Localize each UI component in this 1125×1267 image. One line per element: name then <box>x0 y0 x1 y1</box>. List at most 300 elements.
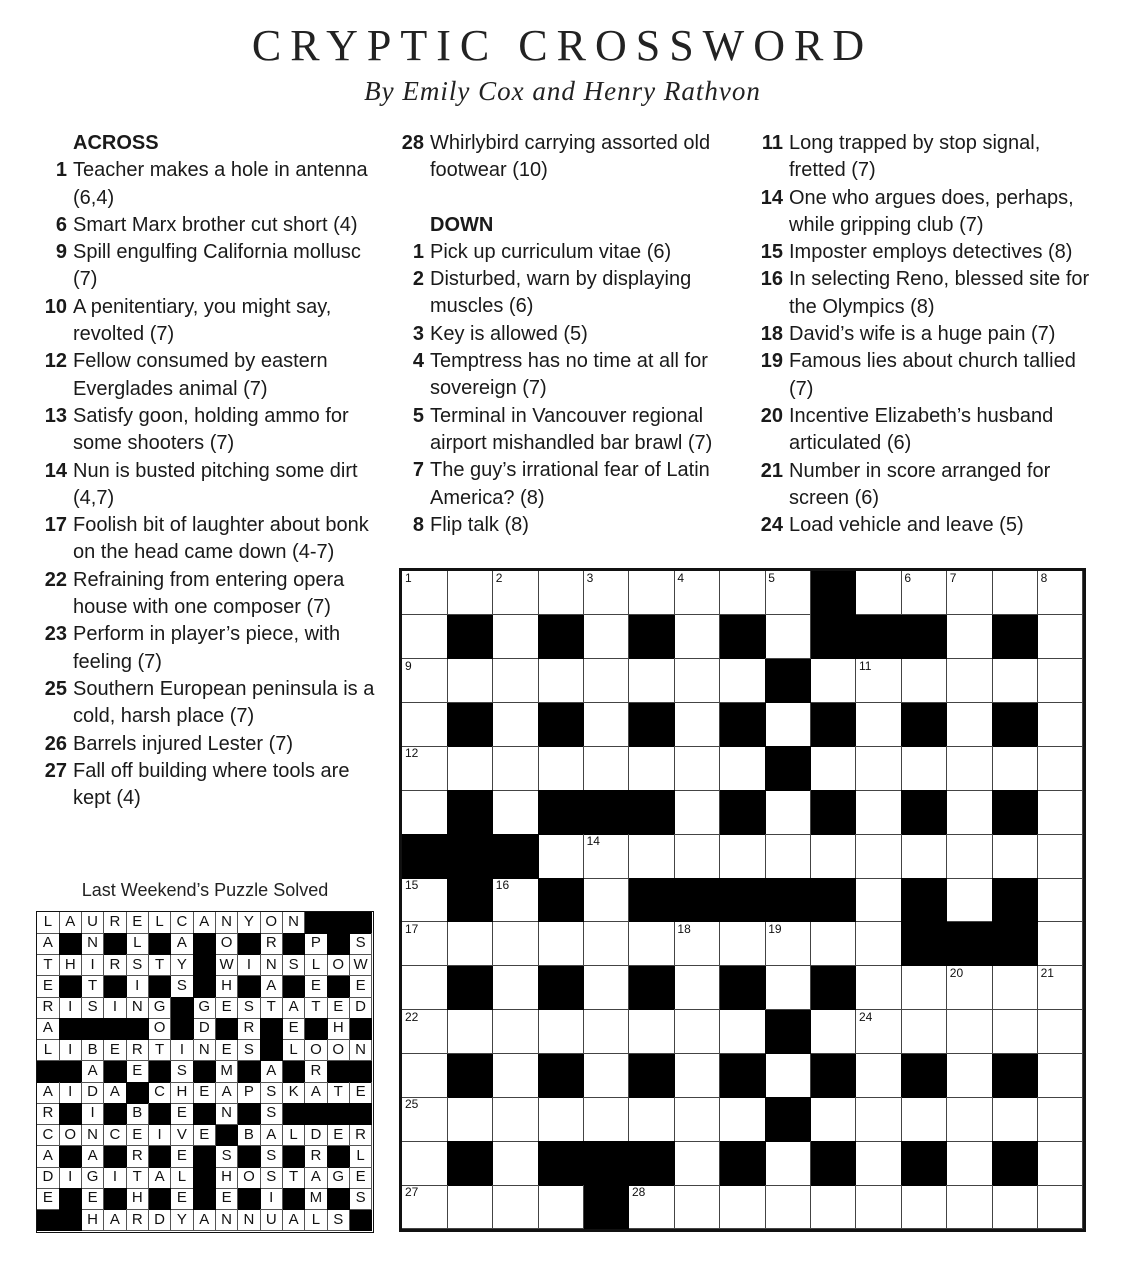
grid-cell[interactable] <box>493 659 539 703</box>
solved-letter: R <box>260 933 283 955</box>
grid-cell[interactable] <box>629 571 675 615</box>
grid-cell[interactable] <box>493 571 539 615</box>
grid-cell[interactable] <box>674 1010 720 1054</box>
grid-cell[interactable] <box>493 1054 539 1098</box>
grid-cell[interactable] <box>1038 1054 1084 1098</box>
grid-cell[interactable] <box>584 615 630 659</box>
solved-black-square <box>104 1146 127 1168</box>
solved-letter: W <box>350 955 373 977</box>
grid-cell[interactable] <box>1038 1185 1084 1229</box>
down-clue <box>750 266 1095 321</box>
grid-cell[interactable] <box>584 571 630 615</box>
grid-cell[interactable] <box>765 1185 811 1229</box>
grid-cell[interactable] <box>402 790 448 834</box>
grid-cell[interactable] <box>402 878 448 922</box>
grid-cell[interactable] <box>584 878 630 922</box>
down-clue <box>391 321 736 348</box>
grid-cell[interactable] <box>584 834 630 878</box>
grid-cell[interactable] <box>402 746 448 790</box>
solved-black-square <box>238 1103 261 1125</box>
black-square <box>629 703 675 747</box>
grid-cell[interactable] <box>493 790 539 834</box>
clue-text: A penitentiary, you might say, revolted (7) <box>73 295 332 346</box>
grid-cell[interactable] <box>992 834 1038 878</box>
grid-cell[interactable] <box>629 1185 675 1229</box>
grid-cell[interactable] <box>1038 966 1084 1010</box>
grid-cell[interactable] <box>1038 1010 1084 1054</box>
grid-cell[interactable] <box>493 1141 539 1185</box>
grid-cell[interactable] <box>538 1097 584 1141</box>
across-clue <box>34 758 379 813</box>
clue-number: 14 <box>44 459 67 482</box>
grid-cell[interactable] <box>402 1141 448 1185</box>
cell-number: 7 <box>949 571 957 585</box>
grid-cell[interactable] <box>765 922 811 966</box>
grid-cell[interactable] <box>402 571 448 615</box>
grid-cell[interactable] <box>856 790 902 834</box>
solved-letter: I <box>104 1167 127 1189</box>
grid-cell[interactable] <box>584 659 630 703</box>
grid-cell[interactable] <box>811 659 857 703</box>
grid-cell[interactable] <box>447 571 493 615</box>
solved-black-square <box>104 1103 127 1125</box>
solved-letter: O <box>59 1125 82 1147</box>
grid-cell[interactable] <box>901 659 947 703</box>
clue-text: Disturbed, warn by displaying muscles (6) <box>430 268 692 318</box>
grid-cell[interactable] <box>811 834 857 878</box>
down-heading: DOWN <box>430 213 494 236</box>
grid-cell[interactable] <box>720 746 766 790</box>
black-square <box>765 746 811 790</box>
grid-cell[interactable] <box>811 1097 857 1141</box>
grid-cell[interactable] <box>992 966 1038 1010</box>
solved-black-square <box>171 1018 194 1040</box>
grid-cell[interactable] <box>856 1054 902 1098</box>
grid-cell[interactable] <box>629 1010 675 1054</box>
clue-number: 15 <box>760 241 783 264</box>
grid-cell[interactable] <box>447 1010 493 1054</box>
grid-cell[interactable] <box>402 1185 448 1229</box>
solved-letter: A <box>37 1018 60 1040</box>
solved-letter: T <box>82 976 105 998</box>
solved-letter: G <box>82 1167 105 1189</box>
solved-black-square <box>59 1061 82 1083</box>
solved-letter: S <box>260 1146 283 1168</box>
grid-cell[interactable] <box>447 1185 493 1229</box>
grid-cell[interactable] <box>947 1054 993 1098</box>
solved-letter: I <box>260 1188 283 1210</box>
cell-number: 22 <box>405 1009 419 1024</box>
black-square <box>447 1141 493 1185</box>
clue-number: 22 <box>44 568 67 591</box>
solved-black-square <box>350 1061 373 1083</box>
solved-letter: B <box>126 1103 149 1125</box>
solved-letter: T <box>126 1167 149 1189</box>
grid-cell[interactable] <box>493 878 539 922</box>
grid-cell[interactable] <box>856 659 902 703</box>
grid-cell[interactable] <box>901 571 947 615</box>
grid-cell[interactable] <box>947 571 993 615</box>
solved-letter: A <box>260 1125 283 1147</box>
solved-letter: E <box>171 1103 194 1125</box>
clue-text: Perform in player’s piece, with feeling (7) <box>73 623 341 673</box>
grid-cell[interactable] <box>584 1054 630 1098</box>
grid-cell[interactable] <box>584 1010 630 1054</box>
grid-cell[interactable] <box>1038 1097 1084 1141</box>
grid-cell[interactable] <box>947 659 993 703</box>
solved-black-square <box>238 933 261 955</box>
grid-cell[interactable] <box>901 966 947 1010</box>
grid-cell[interactable] <box>947 1010 993 1054</box>
grid-cell[interactable] <box>811 1185 857 1229</box>
black-square <box>811 878 857 922</box>
solved-letter: C <box>149 1082 172 1104</box>
grid-cell[interactable] <box>493 1097 539 1141</box>
solved-letter: R <box>350 1125 373 1147</box>
clue-text: Imposter employs detectives (8) <box>789 241 1073 264</box>
grid-cell[interactable] <box>1038 1141 1084 1185</box>
cell-number: 15 <box>405 878 419 893</box>
grid-cell[interactable] <box>674 1097 720 1141</box>
black-square <box>901 1141 947 1185</box>
solved-letter: I <box>59 1167 82 1189</box>
down-clue <box>391 348 736 403</box>
grid-cell[interactable] <box>720 1185 766 1229</box>
grid-cell[interactable] <box>720 1010 766 1054</box>
grid-cell[interactable] <box>901 746 947 790</box>
grid-cell[interactable] <box>493 966 539 1010</box>
solved-letter: L <box>305 955 328 977</box>
clue-number: 1 <box>55 159 67 182</box>
grid-cell[interactable] <box>1038 571 1084 615</box>
across-clue <box>34 458 379 513</box>
black-square <box>992 922 1038 966</box>
grid-cell[interactable] <box>674 615 720 659</box>
grid-cell[interactable] <box>765 966 811 1010</box>
solved-letter: E <box>193 1125 216 1147</box>
grid-cell[interactable] <box>538 571 584 615</box>
grid-cell[interactable] <box>538 1185 584 1229</box>
solved-letter: A <box>193 1210 216 1232</box>
grid-cell[interactable] <box>992 571 1038 615</box>
grid-cell[interactable] <box>493 922 539 966</box>
grid-cell[interactable] <box>856 878 902 922</box>
grid-cell[interactable] <box>402 1097 448 1141</box>
grid-cell[interactable] <box>629 922 675 966</box>
grid-cell[interactable] <box>493 1010 539 1054</box>
grid-cell[interactable] <box>402 1010 448 1054</box>
grid-cell[interactable] <box>402 922 448 966</box>
clue-text: David’s wife is a huge pain (7) <box>789 323 1056 346</box>
grid-cell[interactable] <box>856 746 902 790</box>
solved-letter: E <box>82 1188 105 1210</box>
grid-cell[interactable] <box>992 1185 1038 1229</box>
grid-cell[interactable] <box>856 1010 902 1054</box>
grid-cell[interactable] <box>674 746 720 790</box>
grid-cell[interactable] <box>674 659 720 703</box>
grid-cell[interactable] <box>402 615 448 659</box>
grid-cell[interactable] <box>992 1097 1038 1141</box>
grid-cell[interactable] <box>1038 878 1084 922</box>
black-square <box>765 1097 811 1141</box>
grid-cell[interactable] <box>402 1054 448 1098</box>
grid-cell[interactable] <box>1038 922 1084 966</box>
grid-cell[interactable] <box>947 790 993 834</box>
grid-cell[interactable] <box>947 1097 993 1141</box>
grid-cell[interactable] <box>720 571 766 615</box>
solved-letter: A <box>37 933 60 955</box>
grid-cell[interactable] <box>856 966 902 1010</box>
solved-letter: S <box>238 1040 261 1062</box>
clue-text: Teacher makes a hole in antenna (6,4) <box>73 159 368 209</box>
grid-cell[interactable] <box>674 1185 720 1229</box>
grid-cell[interactable] <box>629 834 675 878</box>
solved-letter: D <box>149 1210 172 1232</box>
solved-letter: N <box>283 912 306 934</box>
grid-cell[interactable] <box>720 1097 766 1141</box>
grid-cell[interactable] <box>720 834 766 878</box>
black-square <box>901 790 947 834</box>
grid-cell[interactable] <box>992 659 1038 703</box>
grid-cell[interactable] <box>811 1010 857 1054</box>
solved-letter: S <box>283 955 306 977</box>
grid-cell[interactable] <box>765 834 811 878</box>
black-square <box>584 1141 630 1185</box>
grid-cell[interactable] <box>856 1141 902 1185</box>
solved-letter: E <box>216 1188 239 1210</box>
grid-cell[interactable] <box>538 659 584 703</box>
grid-cell[interactable] <box>856 922 902 966</box>
grid-cell[interactable] <box>584 703 630 747</box>
solved-black-square <box>238 1188 261 1210</box>
solved-letter: L <box>171 1167 194 1189</box>
solved-black-square <box>193 1146 216 1168</box>
grid-cell[interactable] <box>674 1141 720 1185</box>
grid-cell[interactable] <box>538 746 584 790</box>
grid-cell[interactable] <box>538 922 584 966</box>
solved-letter: A <box>82 1061 105 1083</box>
across-heading: ACROSS <box>73 132 159 154</box>
grid-cell[interactable] <box>402 966 448 1010</box>
grid-cell[interactable] <box>947 878 993 922</box>
solved-black-square <box>104 1188 127 1210</box>
down-clue <box>750 321 1095 348</box>
black-square <box>765 1010 811 1054</box>
solved-letter: E <box>171 1146 194 1168</box>
cell-number: 28 <box>632 1185 646 1200</box>
black-square <box>720 615 766 659</box>
grid-cell[interactable] <box>901 1097 947 1141</box>
grid-cell[interactable] <box>856 571 902 615</box>
solved-letter: L <box>37 912 60 934</box>
down-clue <box>750 239 1095 266</box>
solved-black-square <box>238 976 261 998</box>
grid-cell[interactable] <box>901 834 947 878</box>
solved-letter: Y <box>238 912 261 934</box>
across-clue <box>34 294 379 349</box>
grid-cell[interactable] <box>811 922 857 966</box>
solved-letter: N <box>350 1040 373 1062</box>
solved-black-square <box>327 912 350 934</box>
solved-black-square <box>283 1061 306 1083</box>
solved-letter: L <box>37 1040 60 1062</box>
grid-cell[interactable] <box>1038 834 1084 878</box>
grid-cell[interactable] <box>1038 746 1084 790</box>
solved-letter: E <box>216 997 239 1019</box>
grid-cell[interactable] <box>947 1141 993 1185</box>
solved-letter: H <box>327 1018 350 1040</box>
grid-cell[interactable] <box>765 615 811 659</box>
solved-letter: H <box>82 1210 105 1232</box>
grid-cell[interactable] <box>493 1185 539 1229</box>
solved-letter: S <box>216 1146 239 1168</box>
grid-cell[interactable] <box>447 1097 493 1141</box>
grid-cell[interactable] <box>901 1010 947 1054</box>
solved-letter: N <box>216 912 239 934</box>
solved-letter: I <box>59 1082 82 1104</box>
grid-cell[interactable] <box>856 834 902 878</box>
black-square <box>901 615 947 659</box>
clue-number: 26 <box>44 732 67 755</box>
solved-letter: E <box>126 912 149 934</box>
grid-cell[interactable] <box>992 746 1038 790</box>
solved-letter: L <box>305 1210 328 1232</box>
solved-black-square <box>104 976 127 998</box>
grid-cell[interactable] <box>765 1141 811 1185</box>
grid-cell[interactable] <box>947 1185 993 1229</box>
grid-cell[interactable] <box>947 834 993 878</box>
solved-black-square <box>149 1061 172 1083</box>
grid-cell[interactable] <box>493 615 539 659</box>
solved-letter: D <box>305 1125 328 1147</box>
grid-cell[interactable] <box>402 703 448 747</box>
solved-letter: Y <box>171 1210 194 1232</box>
grid-cell[interactable] <box>674 703 720 747</box>
grid-cell[interactable] <box>447 659 493 703</box>
grid-cell[interactable] <box>947 966 993 1010</box>
grid-cell[interactable] <box>629 659 675 703</box>
grid-cell[interactable] <box>856 1097 902 1141</box>
clue-number: 7 <box>412 459 424 482</box>
solved-black-square <box>283 1146 306 1168</box>
grid-cell[interactable] <box>584 746 630 790</box>
grid-cell[interactable] <box>584 922 630 966</box>
grid-cell[interactable] <box>765 571 811 615</box>
solved-letter: E <box>283 1018 306 1040</box>
across-clue <box>34 621 379 676</box>
grid-cell[interactable] <box>674 834 720 878</box>
solved-letter: A <box>260 976 283 998</box>
grid-cell[interactable] <box>1038 703 1084 747</box>
cell-number: 20 <box>949 965 964 980</box>
grid-cell[interactable] <box>674 571 720 615</box>
grid-cell[interactable] <box>992 1010 1038 1054</box>
solved-letter: N <box>260 955 283 977</box>
black-square <box>629 790 675 834</box>
grid-cell[interactable] <box>584 1097 630 1141</box>
grid-cell[interactable] <box>629 746 675 790</box>
solved-letter: N <box>216 1210 239 1232</box>
solved-black-square <box>149 1146 172 1168</box>
grid-cell[interactable] <box>765 703 811 747</box>
solved-letter: L <box>283 1125 306 1147</box>
grid-cell[interactable] <box>947 615 993 659</box>
black-square <box>992 703 1038 747</box>
grid-cell[interactable] <box>447 922 493 966</box>
clue-text: In selecting Reno, blessed site for the Olympics (8) <box>789 268 1090 318</box>
solved-black-square <box>327 976 350 998</box>
solved-letter: N <box>82 1125 105 1147</box>
grid-cell[interactable] <box>765 1054 811 1098</box>
grid-cell[interactable] <box>447 746 493 790</box>
solved-black-square <box>350 1103 373 1125</box>
solved-letter: M <box>305 1188 328 1210</box>
clue-text: Refraining from entering opera house with one composer (7) <box>73 568 345 619</box>
grid-cell[interactable] <box>674 922 720 966</box>
solved-letter: H <box>126 1188 149 1210</box>
grid-cell[interactable] <box>856 1185 902 1229</box>
black-square <box>629 615 675 659</box>
solved-letter: U <box>82 912 105 934</box>
grid-cell[interactable] <box>402 659 448 703</box>
grid-cell[interactable] <box>674 966 720 1010</box>
solved-letter: E <box>350 976 373 998</box>
grid-cell[interactable] <box>674 790 720 834</box>
black-square <box>538 703 584 747</box>
solved-letter: E <box>126 1061 149 1083</box>
down-clue <box>750 348 1095 403</box>
solved-black-square <box>238 1061 261 1083</box>
solved-letter: C <box>171 912 194 934</box>
clue-number: 16 <box>760 268 783 291</box>
solved-black-square <box>104 1061 127 1083</box>
black-square <box>720 1054 766 1098</box>
grid-cell[interactable] <box>856 703 902 747</box>
grid-cell[interactable] <box>584 966 630 1010</box>
black-square <box>720 703 766 747</box>
clue-number: 5 <box>412 404 424 427</box>
grid-cell[interactable] <box>538 1010 584 1054</box>
grid-cell[interactable] <box>720 659 766 703</box>
grid-cell[interactable] <box>538 834 584 878</box>
solved-black-square <box>305 912 328 934</box>
grid-cell[interactable] <box>1038 615 1084 659</box>
clue-text: Famous lies about church tallied (7) <box>789 350 1076 400</box>
clues-column-2 <box>391 130 736 539</box>
grid-cell[interactable] <box>720 922 766 966</box>
grid-cell[interactable] <box>1038 790 1084 834</box>
solved-letter: N <box>82 933 105 955</box>
solved-letter: T <box>327 1082 350 1104</box>
solved-letter: I <box>238 955 261 977</box>
grid-cell[interactable] <box>493 703 539 747</box>
grid-cell[interactable] <box>674 1054 720 1098</box>
grid-cell[interactable] <box>947 746 993 790</box>
grid-cell[interactable] <box>493 746 539 790</box>
grid-cell[interactable] <box>901 1185 947 1229</box>
grid-cell[interactable] <box>765 790 811 834</box>
grid-cell[interactable] <box>1038 659 1084 703</box>
solved-black-square <box>260 1040 283 1062</box>
across-clue <box>34 731 379 758</box>
black-square <box>992 615 1038 659</box>
black-square <box>811 571 857 615</box>
clue-text: Barrels injured Lester (7) <box>73 732 294 755</box>
grid-cell[interactable] <box>947 703 993 747</box>
grid-cell[interactable] <box>629 1097 675 1141</box>
black-square <box>901 703 947 747</box>
grid-cell[interactable] <box>811 746 857 790</box>
